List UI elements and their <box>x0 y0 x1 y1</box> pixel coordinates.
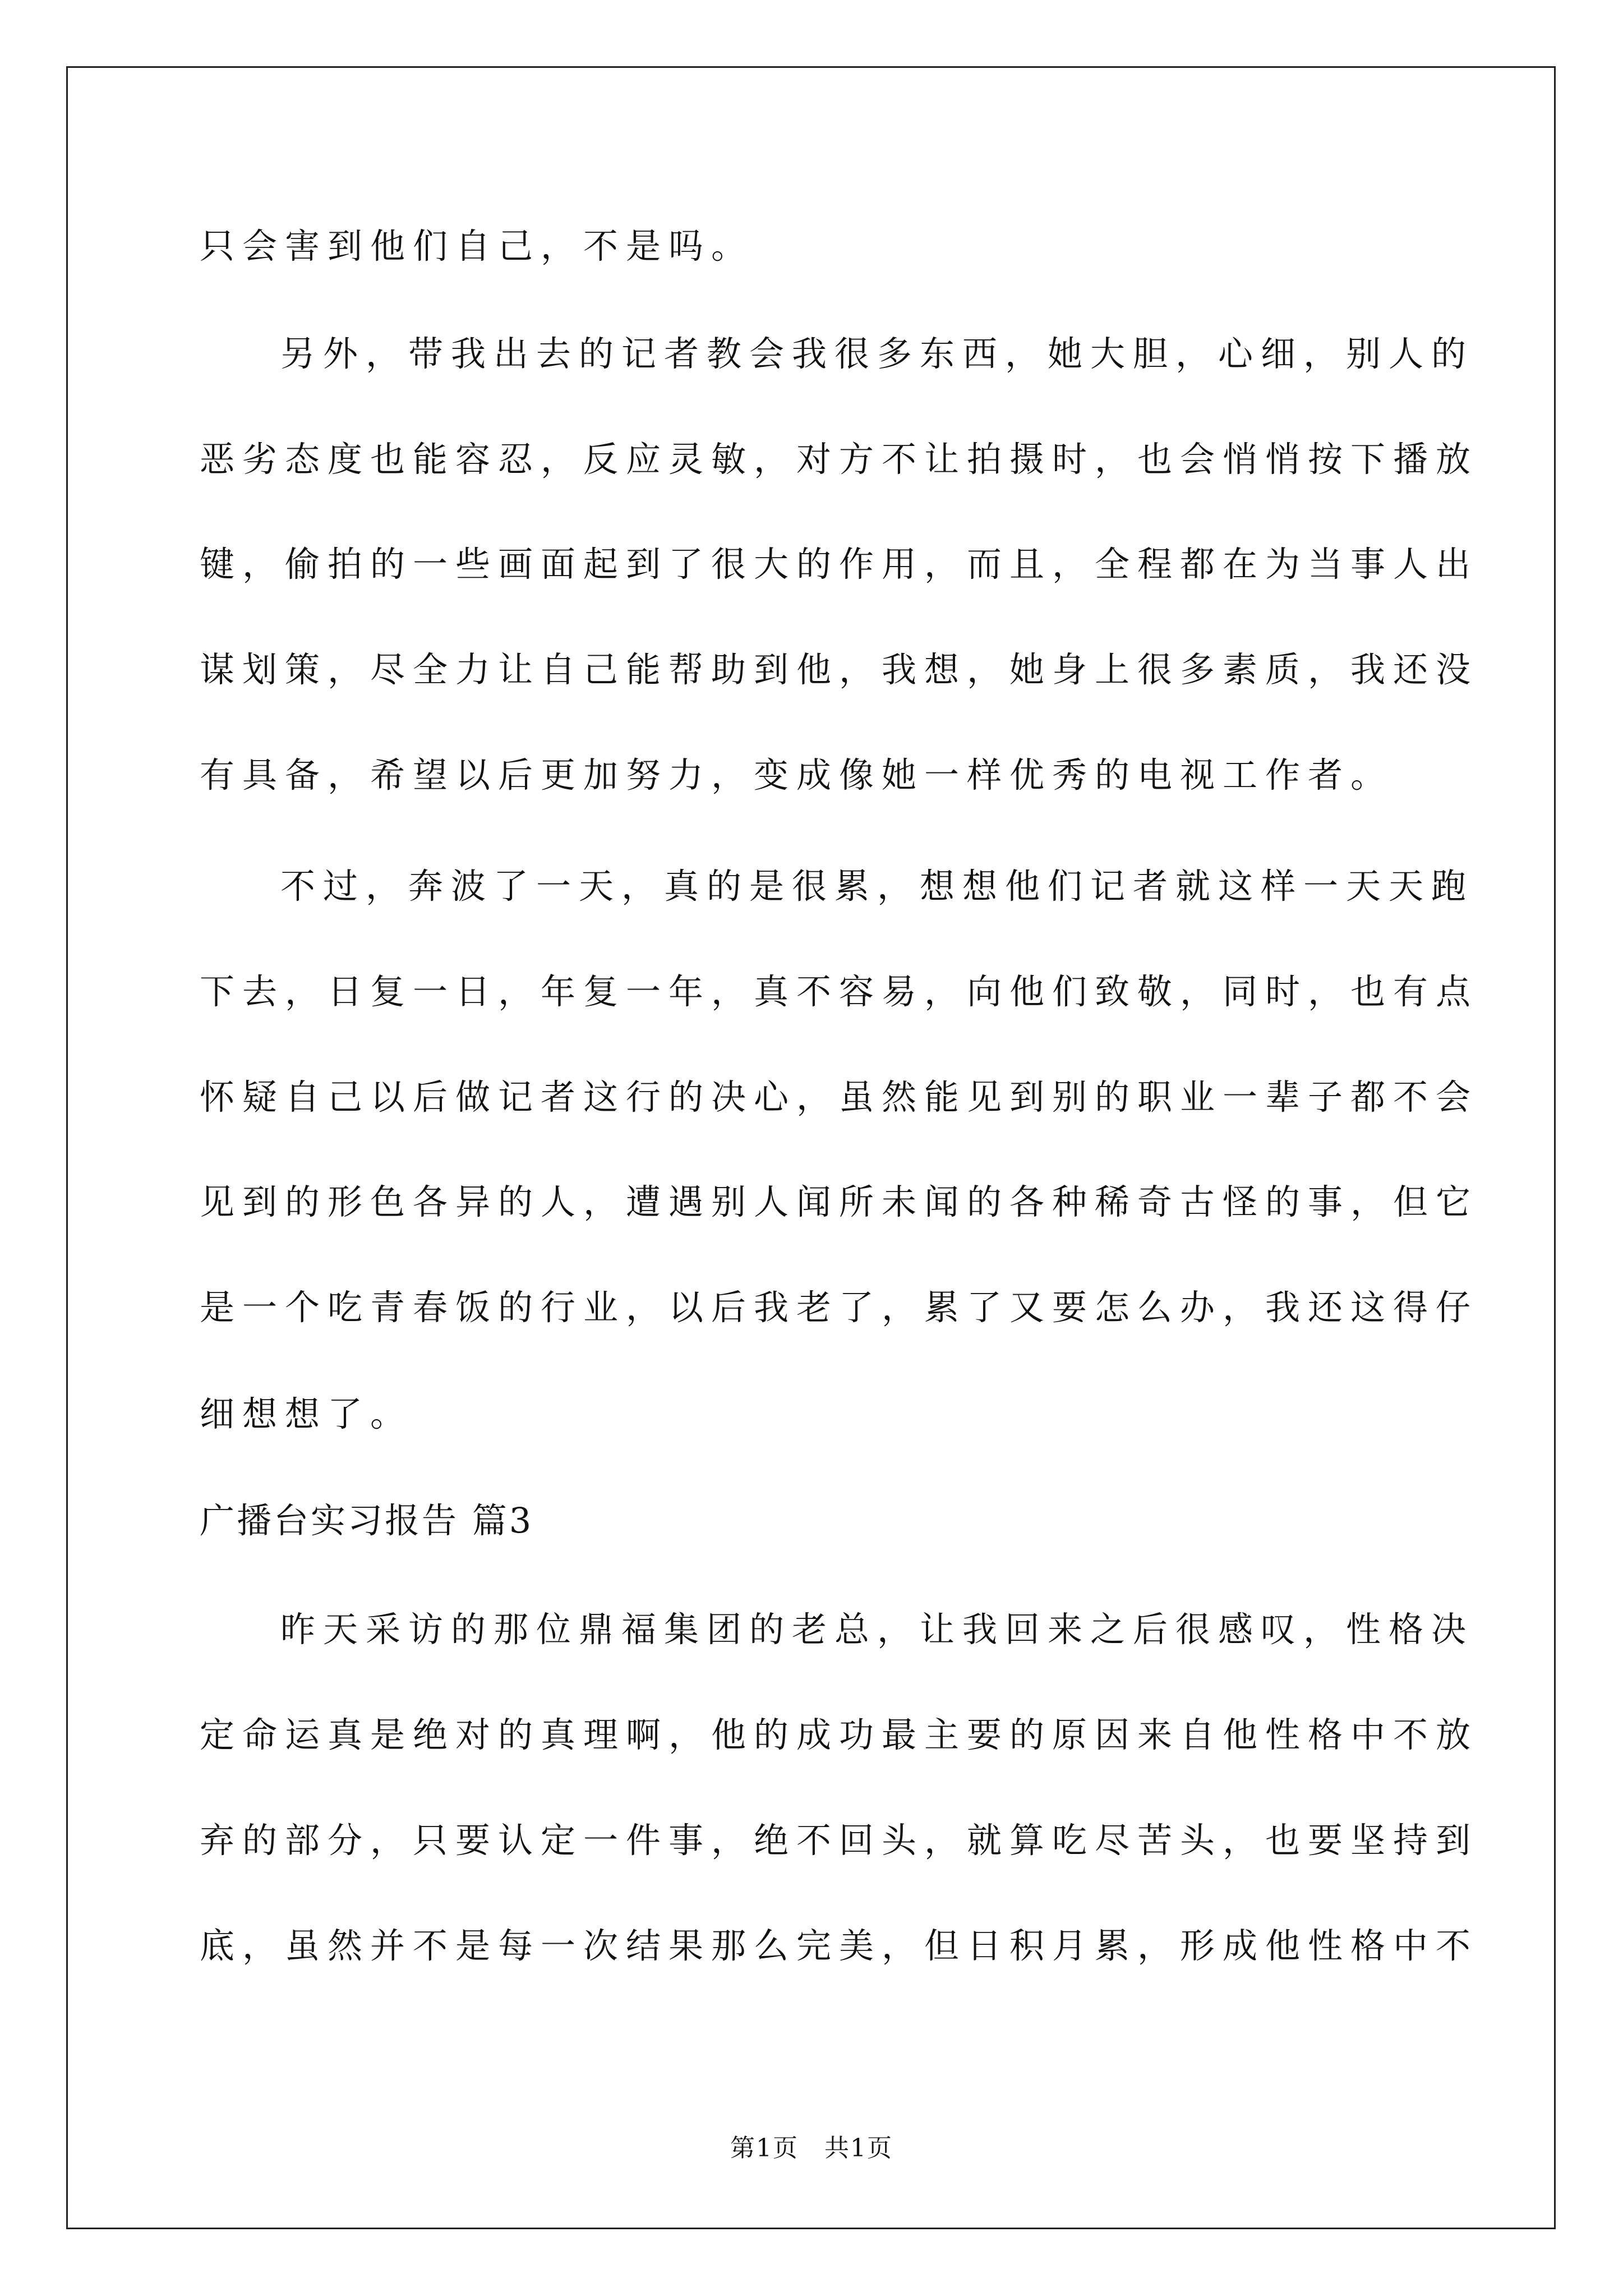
page-footer: 第1页 共1页 <box>730 2134 893 2162</box>
text-line: 谋划策，尽全力让自己能帮助到他，我想，她身上很多素质，我还没 <box>200 649 1479 690</box>
page-border <box>66 66 1556 2229</box>
text-line: 下去，日复一日，年复一年，真不容易，向他们致敬，同时，也有点 <box>200 971 1479 1012</box>
text-line: 弃的部分，只要认定一件事，绝不回头，就算吃尽苦头，也要坚持到 <box>200 1820 1479 1861</box>
section-heading: 广播台实习报告 篇3 <box>200 1500 534 1541</box>
text-line: 另外，带我出去的记者教会我很多东西，她大胆，心细，别人的 <box>280 333 1474 374</box>
text-line: 见到的形色各异的人，遭遇别人闻所未闻的各种稀奇古怪的事，但它 <box>200 1181 1479 1222</box>
text-line: 有具备，希望以后更加努力，变成像她一样优秀的电视工作者。 <box>200 754 1394 795</box>
text-line: 键，偷拍的一些画面起到了很大的作用，而且，全程都在为当事人出 <box>200 544 1479 585</box>
text-line: 不过，奔波了一天，真的是很累，想想他们记者就这样一天天跑 <box>280 866 1474 907</box>
text-line: 恶劣态度也能容忍，反应灵敏，对方不让拍摄时，也会悄悄按下播放 <box>200 439 1479 480</box>
text-line: 细想想了。 <box>200 1393 413 1434</box>
text-line: 定命运真是绝对的真理啊，他的成功最主要的原因来自他性格中不放 <box>200 1714 1479 1755</box>
text-line: 怀疑自己以后做记者这行的决心，虽然能见到别的职业一辈子都不会 <box>200 1076 1479 1117</box>
text-line: 底，虽然并不是每一次结果那么完美，但日积月累，形成他性格中不 <box>200 1925 1479 1966</box>
text-line: 只会害到他们自己，不是吗。 <box>200 226 754 266</box>
text-line: 昨天采访的那位鼎福集团的老总，让我回来之后很感叹，性格决 <box>280 1609 1474 1650</box>
text-line: 是一个吃青春饭的行业，以后我老了，累了又要怎么办，我还这得仔 <box>200 1287 1479 1328</box>
